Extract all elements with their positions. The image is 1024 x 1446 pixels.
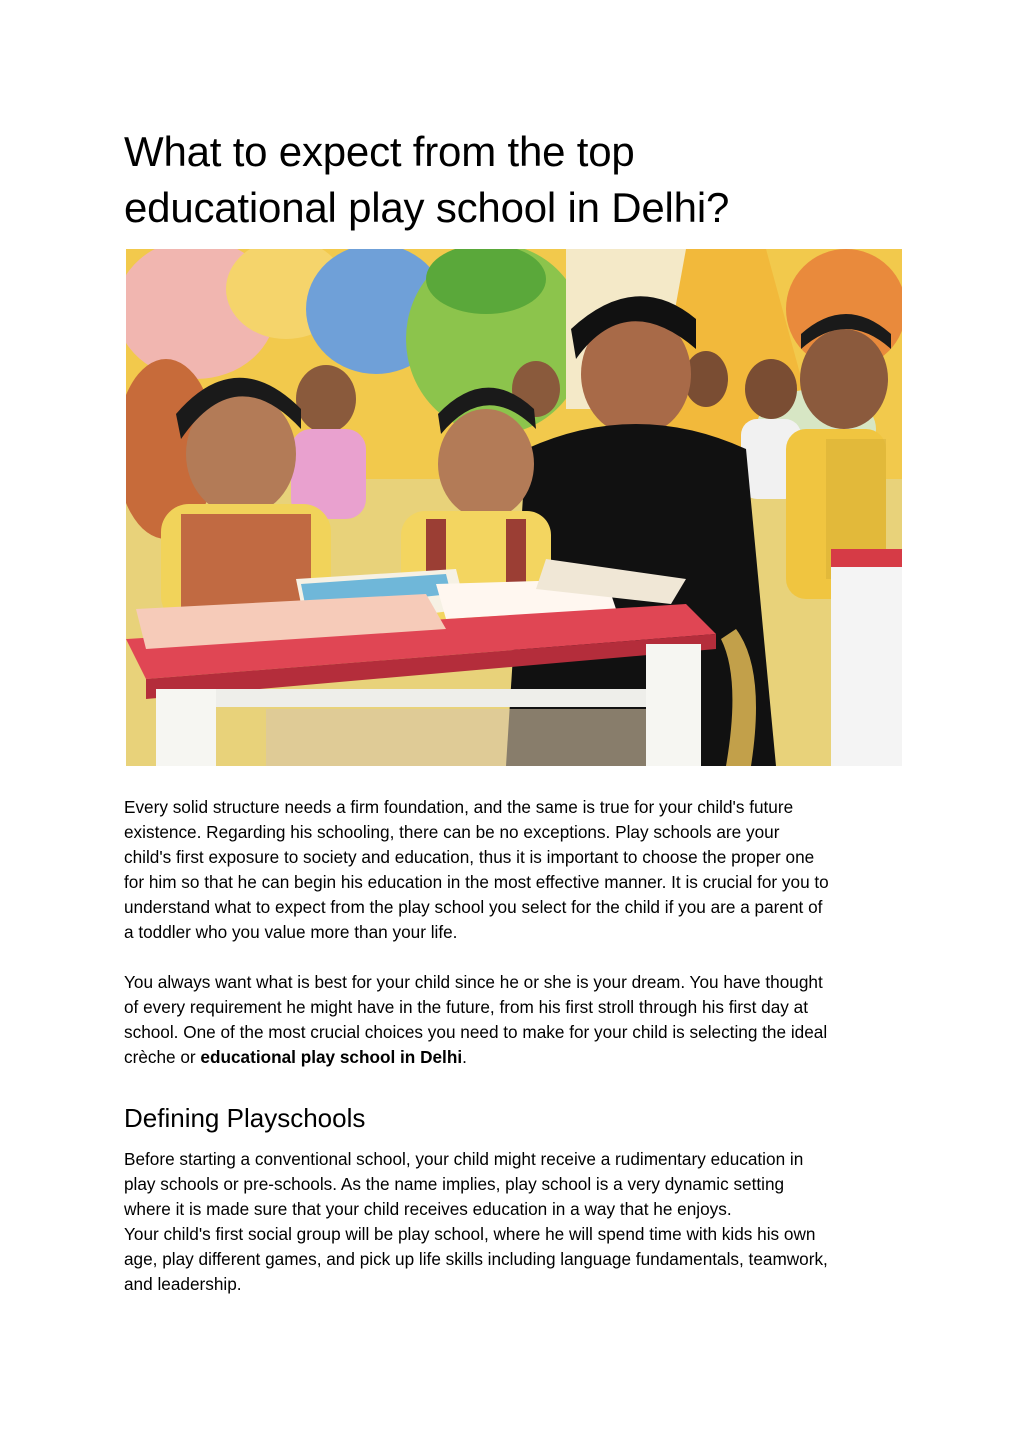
- text-line: Before starting a conventional school, your child might receive a rudimentary education in: [124, 1149, 804, 1169]
- choice-paragraph: [124, 970, 904, 1070]
- text-line: play schools or pre-schools. As the name implies, play school is a very dynamic setting: [124, 1174, 785, 1194]
- text-line: child's first exposure to society and education, thus it is important to choose the proper one: [124, 847, 815, 867]
- text-line: and leadership.: [124, 1274, 242, 1294]
- section-heading: Defining Playschools: [124, 1103, 366, 1133]
- text-line: for him so that he can begin his education in the most effective manner. It is crucial for you to: [124, 872, 829, 892]
- intro-paragraph: [124, 795, 904, 945]
- text-line: of every requirement he might have in the future, from his first stroll through his first day at: [124, 997, 808, 1017]
- title-line: educational play school in Delhi?: [124, 184, 730, 231]
- classroom-photo: [126, 249, 902, 766]
- text-line: school. One of the most crucial choices you need to make for your child is selecting the ideal: [124, 1022, 828, 1042]
- text-fragment: crèche or: [124, 1047, 201, 1067]
- text-line: where it is made sure that your child receives education in a way that he enjoys.: [124, 1199, 732, 1219]
- title-line: What to expect from the top: [124, 128, 635, 175]
- text-line-with-keyword: [124, 1045, 904, 1070]
- text-line: a toddler who you value more than your life.: [124, 922, 458, 942]
- text-line: existence. Regarding his schooling, there can be no exceptions. Play schools are your: [124, 822, 780, 842]
- definition-paragraph: [124, 1147, 904, 1297]
- keyword-bold: educational play school in Delhi: [200, 1047, 463, 1067]
- document-title: [124, 124, 904, 236]
- text-line: You always want what is best for your child since he or she is your dream. You have thought: [124, 972, 823, 992]
- text-line: Your child's first social group will be play school, where he will spend time with kids his own: [124, 1224, 816, 1244]
- text-fragment: .: [462, 1047, 467, 1067]
- text-line: Every solid structure needs a firm foundation, and the same is true for your child's future: [124, 797, 794, 817]
- text-line: age, play different games, and pick up life skills including language fundamentals, teamwork,: [124, 1249, 828, 1269]
- text-line: understand what to expect from the play school you select for the child if you are a parent of: [124, 897, 823, 917]
